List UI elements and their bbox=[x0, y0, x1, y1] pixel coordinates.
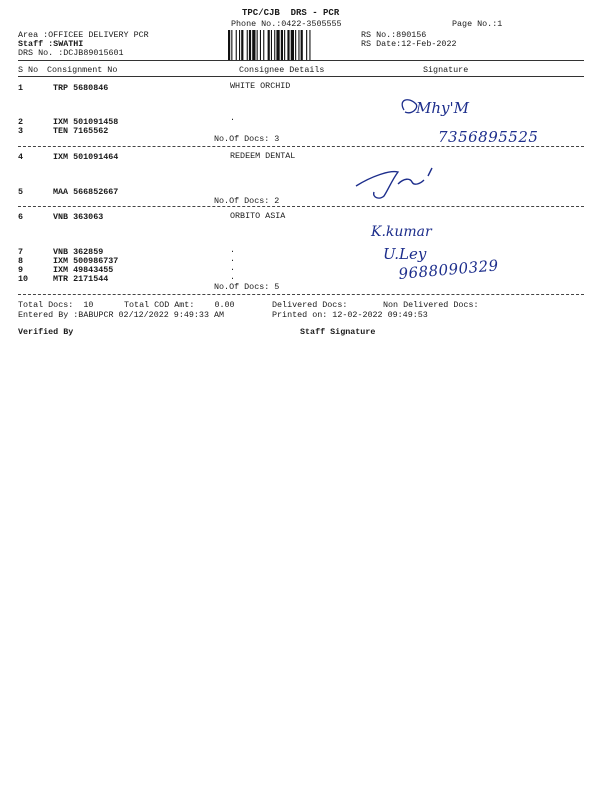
rs-number: RS No.:890156 bbox=[361, 30, 427, 40]
col-sno: S No bbox=[18, 65, 39, 75]
printed-on: Printed on: 12-02-2022 09:49:53 bbox=[272, 310, 428, 320]
col-consignee: Consignee Details bbox=[239, 65, 325, 75]
row-sno: 10 bbox=[18, 274, 29, 284]
row-consignee: ORBITO ASIA bbox=[230, 211, 286, 221]
row-consignment: VNB 363063 bbox=[53, 212, 104, 222]
row-consignment: IXM 500986737 bbox=[53, 256, 119, 266]
total-docs: Total Docs: 10 bbox=[18, 300, 94, 310]
non-delivered-docs: Non Delivered Docs: bbox=[383, 300, 479, 310]
handwritten-mark: U.Ley bbox=[383, 245, 427, 263]
row-sno: 2 bbox=[18, 117, 24, 127]
report-title: TPC/CJB DRS - PCR bbox=[242, 8, 340, 18]
group-doc-count: No.Of Docs: 5 bbox=[214, 282, 280, 292]
row-consignee: . bbox=[230, 263, 236, 273]
signature-scribble bbox=[402, 100, 417, 113]
row-consignee: . bbox=[230, 272, 236, 282]
row-consignment: VNB 362859 bbox=[53, 247, 104, 257]
row-sno: 3 bbox=[18, 126, 24, 136]
row-sno: 6 bbox=[18, 212, 24, 222]
row-consignee: . bbox=[230, 245, 236, 255]
row-sno: 4 bbox=[18, 152, 24, 162]
row-consignment: TEN 7165562 bbox=[53, 126, 109, 136]
area-field: Area :OFFICEE DELIVERY PCR bbox=[18, 30, 149, 40]
row-consignee: REDEEM DENTAL bbox=[230, 151, 296, 161]
row-consignee: WHITE ORCHID bbox=[230, 81, 291, 91]
row-consignee: . bbox=[230, 113, 236, 123]
handwritten-name: K.kumar bbox=[371, 224, 432, 240]
row-consignment: TRP 5680846 bbox=[53, 83, 109, 93]
handwritten-phone: 9688090329 bbox=[397, 256, 500, 283]
col-consignment: Consignment No bbox=[47, 65, 118, 75]
total-cod-amount: Total COD Amt: 0.00 bbox=[124, 300, 235, 310]
phone-number: Phone No.:0422-3505555 bbox=[231, 19, 342, 29]
row-consignment: IXM 501091464 bbox=[53, 152, 119, 162]
page-number: Page No.:1 bbox=[452, 19, 503, 29]
handwritten-name: Mhy'M bbox=[416, 99, 469, 117]
row-consignee: . bbox=[230, 254, 236, 264]
row-consignment: MAA 566852667 bbox=[53, 187, 119, 197]
row-consignment: MTR 2171544 bbox=[53, 274, 109, 284]
group-doc-count: No.Of Docs: 3 bbox=[214, 134, 280, 144]
delivered-docs: Delivered Docs: bbox=[272, 300, 348, 310]
group-doc-count: No.Of Docs: 2 bbox=[214, 196, 280, 206]
entered-by: Entered By :BABUPCR 02/12/2022 9:49:33 AM bbox=[18, 310, 225, 320]
row-consignment: IXM 49843455 bbox=[53, 265, 114, 275]
rs-date: RS Date:12-Feb-2022 bbox=[361, 39, 457, 49]
verified-by: Verified By bbox=[18, 327, 74, 337]
staff-field: Staff :SWATHI bbox=[18, 39, 84, 49]
row-sno: 8 bbox=[18, 256, 24, 266]
row-sno: 9 bbox=[18, 265, 24, 275]
row-consignment: IXM 501091458 bbox=[53, 117, 119, 127]
signature-scribble bbox=[356, 168, 432, 198]
row-sno: 7 bbox=[18, 247, 24, 257]
handwritten-phone: 7356895525 bbox=[438, 128, 539, 146]
drs-number: DRS No. :DCJB89015601 bbox=[18, 48, 124, 58]
col-signature: Signature bbox=[423, 65, 469, 75]
staff-signature: Staff Signature bbox=[300, 327, 376, 337]
row-sno: 1 bbox=[18, 83, 24, 93]
row-sno: 5 bbox=[18, 187, 24, 197]
